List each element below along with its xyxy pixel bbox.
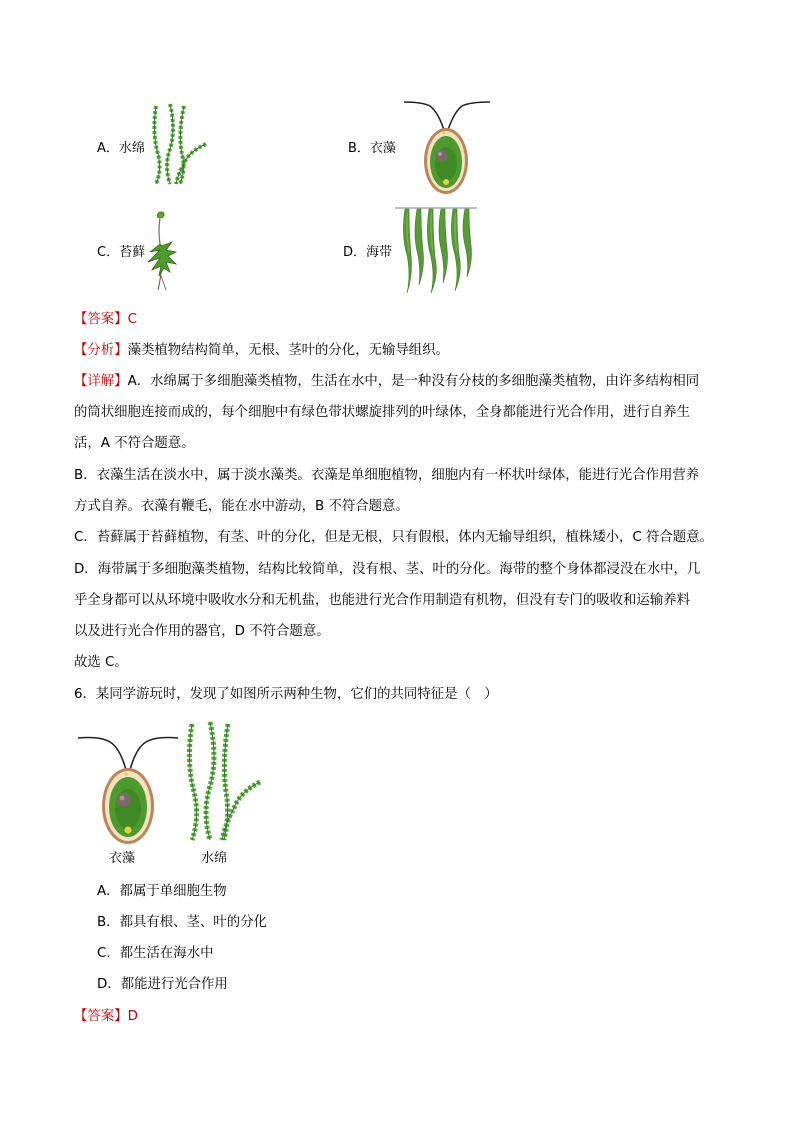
analysis-line bbox=[74, 341, 449, 361]
detail-line-1 bbox=[74, 372, 699, 392]
detail-text: A．水绵属于多细胞藻类植物，生活在水中，是一种没有分枝的多细胞藻类植物，由许多结构相同 bbox=[127, 374, 700, 389]
option-a bbox=[97, 140, 145, 158]
figure-caption-spirogyra: 水绵 bbox=[201, 851, 228, 866]
analysis-text: 藻类植物结构简单，无根、茎叶的分化，无输导组织。 bbox=[127, 343, 449, 358]
question-6-stem: 6．某同学游玩时，发现了如图所示两种生物，它们的共同特征是（ ） bbox=[74, 687, 498, 702]
detail-label: 【详解】 bbox=[74, 374, 128, 389]
detail-line-7: D．海带属于多细胞藻类植物，结构比较简单，没有根、茎、叶的分化。海带的整个身体都浸没在水中，几 bbox=[74, 562, 701, 577]
option-b bbox=[348, 140, 396, 158]
option-a-letter: A． bbox=[97, 141, 119, 156]
conclusion-line: 故选 C。 bbox=[74, 655, 128, 670]
question-6-option-d: D．都能进行光合作用 bbox=[97, 977, 228, 992]
question-6-answer-line bbox=[74, 1007, 138, 1027]
chlamydomonas-icon bbox=[76, 734, 180, 846]
detail-line-5: 方式自养。衣藻有鞭毛，能在水中游动，B 不符合题意。 bbox=[74, 499, 409, 514]
detail-line-9: 以及进行光合作用的器官，D 不符合题意。 bbox=[74, 624, 330, 639]
detail-line-2: 的筒状细胞连接而成的，每个细胞中有绿色带状螺旋排列的叶绿体，全身都能进行光合作用，进行自养生 bbox=[74, 405, 690, 420]
option-a-text: 水绵 bbox=[118, 141, 145, 156]
detail-line-8: 乎全身都可以从环境中吸收水分和无机盐，也能进行光合作用制造有机物，但没有专门的吸收和运输养料 bbox=[74, 593, 690, 608]
detail-line-4: B．衣藻生活在淡水中，属于淡水藻类。衣藻是单细胞植物，细胞内有一杯状叶绿体，能进行光合作用营养 bbox=[74, 468, 700, 483]
option-c bbox=[97, 244, 145, 262]
option-b-letter: B． bbox=[348, 141, 370, 156]
detail-line-6: C．苔藓属于苔藓植物，有茎、叶的分化，但是无根，只有假根，体内无输导组织，植株矮小，C 符合题意。 bbox=[74, 530, 713, 545]
detail-line-3: 活，A 不符合题意。 bbox=[74, 436, 195, 451]
spirogyra-icon bbox=[180, 722, 266, 842]
option-d-letter: D． bbox=[343, 245, 367, 260]
spirogyra-icon bbox=[148, 104, 210, 186]
option-d-text: 海带 bbox=[366, 245, 393, 260]
answer-value: C bbox=[127, 312, 137, 327]
chlamydomonas-icon bbox=[400, 100, 492, 196]
moss-icon bbox=[146, 210, 180, 294]
option-b-text: 衣藻 bbox=[369, 141, 396, 156]
question-6-option-c: C．都生活在海水中 bbox=[97, 946, 214, 961]
option-c-letter: C． bbox=[97, 245, 120, 260]
figure-caption-chlamydomonas: 衣藻 bbox=[109, 851, 136, 866]
question-6-answer-value: D bbox=[127, 1009, 138, 1024]
kelp-icon bbox=[395, 205, 477, 295]
question-6-answer-label: 【答案】 bbox=[74, 1009, 128, 1024]
option-d bbox=[343, 244, 392, 262]
question-6-option-a: A．都属于单细胞生物 bbox=[97, 884, 227, 899]
answer-line bbox=[74, 310, 137, 330]
question-6-option-b: B．都具有根、茎、叶的分化 bbox=[97, 915, 267, 930]
answer-label: 【答案】 bbox=[74, 312, 128, 327]
analysis-label: 【分析】 bbox=[74, 343, 128, 358]
option-c-text: 苔藓 bbox=[119, 245, 146, 260]
